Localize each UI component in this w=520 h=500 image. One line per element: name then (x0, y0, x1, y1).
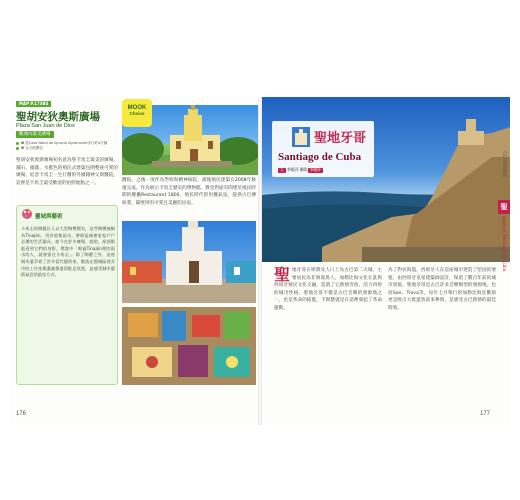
info-line: ❷ 全天候開放 (16, 146, 118, 151)
page-title: 聖地牙哥 (314, 131, 367, 146)
hero-photo (262, 97, 510, 262)
choice-label: Choice (129, 111, 145, 116)
sidebar-info-box (16, 205, 118, 385)
page-number-left: 176 (16, 411, 27, 417)
photo-credit-label: 攝影 (299, 167, 308, 172)
building-icon (292, 127, 310, 147)
photo-credit-author: 李曉萍 (309, 168, 321, 172)
cathedral-photo (122, 221, 256, 303)
text-credit-author: 李曉萍 (286, 167, 299, 172)
info-box-text: 卡馬圭的陶藝匠人以大型陶甕聞名，這些陶甕被稱為Tinajón，用於收集雨水，曾經是城裡家家戶戶必備的生活器具。如今在許多廣場、庭院、屋頂都能看到它們的身影，傳說中「喝過Tinajón裡的雨水的人，就會留在卡馬圭」。除了陶藝之外，這座城市還孕育了許多當代藝術家，散落在舊城區巷弄中的工作室與畫廊都值得駐足欣賞，是感受城市藝術氣息的最佳方式。 (21, 226, 115, 278)
cathedral-illustration (122, 221, 256, 303)
mural-photo (122, 307, 256, 385)
info-bar (16, 141, 118, 155)
dropcap: 聖 (274, 265, 291, 284)
chapter-side-tab (498, 150, 510, 280)
left-page (10, 97, 258, 425)
title-card (272, 121, 374, 177)
text-credit-label: 文 (280, 168, 284, 172)
page-title: 聖胡安狄奧斯廣場 (16, 111, 100, 123)
mural-illustration (122, 307, 256, 385)
right-page (262, 97, 510, 425)
body-text-col1: 聖胡安狄奧斯廣場初名意為聖卡馬圭最美的廣場，鋪石、綠蔭、水藍色的殖民式建築包圍整座可愛的廣場。紀念卡馬圭一生行醫的外國籍神父與醫院，這裡是卡馬圭最受歡迎的拍照地點之一。 (16, 158, 118, 186)
body-text-col2: 醫院，之後一度作為學校和精神病院，最後殖民建築在2008年修復完成，作為展示卡馬圭歷史的博物館。教堂對面有間建於殖民時期的餐廳Restaurant 1800，殖民時代的用餐氣氛，提供古巴傳統菜，隔壁則有可愛且美麗的民宿。 (122, 178, 256, 206)
mook-label: MOOK (127, 105, 147, 111)
palette-icon (21, 208, 33, 220)
page-subtitle: Plaza San Juan de Dios (16, 123, 75, 129)
side-tab-mark: 聖 (498, 200, 510, 214)
section-label: 觀城內最美廣場 (16, 131, 54, 138)
credits (278, 167, 324, 173)
mook-choice-badge (122, 99, 152, 127)
page-title-en: Santiago de Cuba (278, 151, 362, 163)
info-line: ❶ 從Casa Natal de Ignacio Agramonte步行約4分鐘 (16, 141, 118, 146)
info-box-title: 靈城與藝術 (35, 214, 63, 220)
page-number-right: 177 (479, 411, 490, 417)
side-tab-region: 古巴東部地區 (502, 150, 507, 177)
map-tag: MAP P.173B4 (16, 101, 51, 107)
side-tab-name: 聖地牙哥 Santiago de Cuba (502, 216, 507, 272)
col1-text: 地牙哥在經濟及人口上為古巴第二大城，主要居民為非洲裔黑人，加勒比海文化在此與西班牙殖民文化交融，造就了它熱情奔放、活力四射的城市性格。聖地牙哥不僅是古巴音樂的發源地之一，也是革命的搖籃，卡斯楚就是在這裡發起了革命運動。 (274, 268, 382, 311)
body-text-col2: 為了對抗海盜，西班牙人在這座城市建造了堅固的要塞，由西班牙皇家建築師設計，保留了數百年前的城市原貌。聖地牙哥是古巴許多音樂類型的發源地，包括Son、Trova等，每年七月舉行的加勒比海狂歡節更是吸引大批遊客前來參與，是感受古巴熱情的最佳時刻。 (388, 268, 496, 311)
body-text-col1 (274, 267, 382, 403)
